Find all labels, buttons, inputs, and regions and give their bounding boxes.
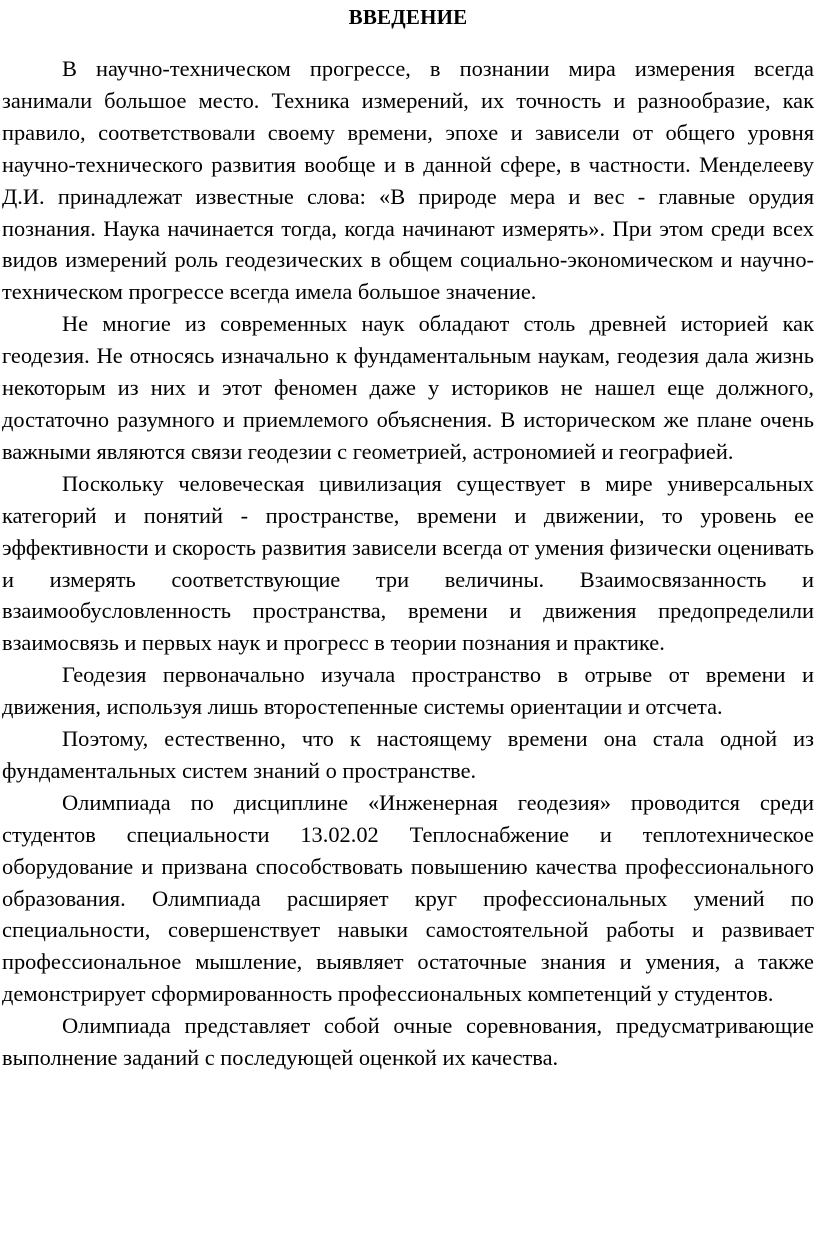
paragraph-geodesy-space: Геодезия первоначально изучала пространство в отрыве от времени и движения, используя лишь второстепенные системы ориентации и отсчета. [2, 662, 814, 720]
page-title: ВВЕДЕНИЕ [348, 5, 468, 29]
paragraph-olympiad-purpose: Олимпиада по дисциплине «Инженерная геодезия» проводится среди студентов специальности 13.02.02 Теплоснабжение и теплотехническое оборудование и призвана способствовать повышению качества профессионального образования. Олимпиада расширяет круг профессиональных умений по специальности, совершенствует навыки самостоятельной работы и развивает профессиональное мышление, выявляет остаточные знания и умения, а также демонстрирует сформированность профессиональных компетенций у студентов. [2, 789, 814, 1007]
paragraph-olympiad-format: Олимпиада представляет собой очные соревнования, предусматривающие выполнение заданий с последующей оценкой их качества. [2, 1013, 814, 1071]
paragraph-geodesy-history: Не многие из современных наук обладают столь древней историей как геодезия. Не относясь изначально к фундаментальным наукам, геодезия дала жизнь некоторым из них и этот феномен даже у историков не нашел еще должного, достаточно разумного и приемлемого объяснения. В историческом же плане очень важными являются связи геодезии с геометрией, астрономией и географией. [2, 311, 814, 464]
paragraph-knowledge-systems: Поэтому, естественно, что к настоящему времени она стала одной из фундаментальных систем знаний о пространстве. [2, 726, 814, 783]
paragraph-intro-measurements: В научно-техническом прогрессе, в познании мира измерения всегда занимали большое место. Техника измерений, их точность и разнообразие, как правило, соответствовали своему времени, эпохе и зависели от общего уровня научно-технического развития вообще и в данной сфере, в частности. Менделееву Д.И. принадлежат известные слова: «В природе мера и вес - главные орудия познания. Наука начинается тогда, когда начинают измерять». При этом среди всех видов измерений роль геодезических в общем социально-экономическом и научно-техническом прогрессе всегда имела большое значение. [2, 56, 814, 305]
paragraph-civilization-categories: Поскольку человеческая цивилизация существует в мире универсальных категорий и понятий - пространстве, времени и движении, то уровень ее эффективности и скорость развития зависели всегда от умения физически оценивать и измерять соответствующие три величины. Взаимосвязанность и взаимообусловленность пространства, времени и движения предопределили взаимосвязь и первых наук и прогресс в теории познания и практике. [2, 470, 814, 656]
